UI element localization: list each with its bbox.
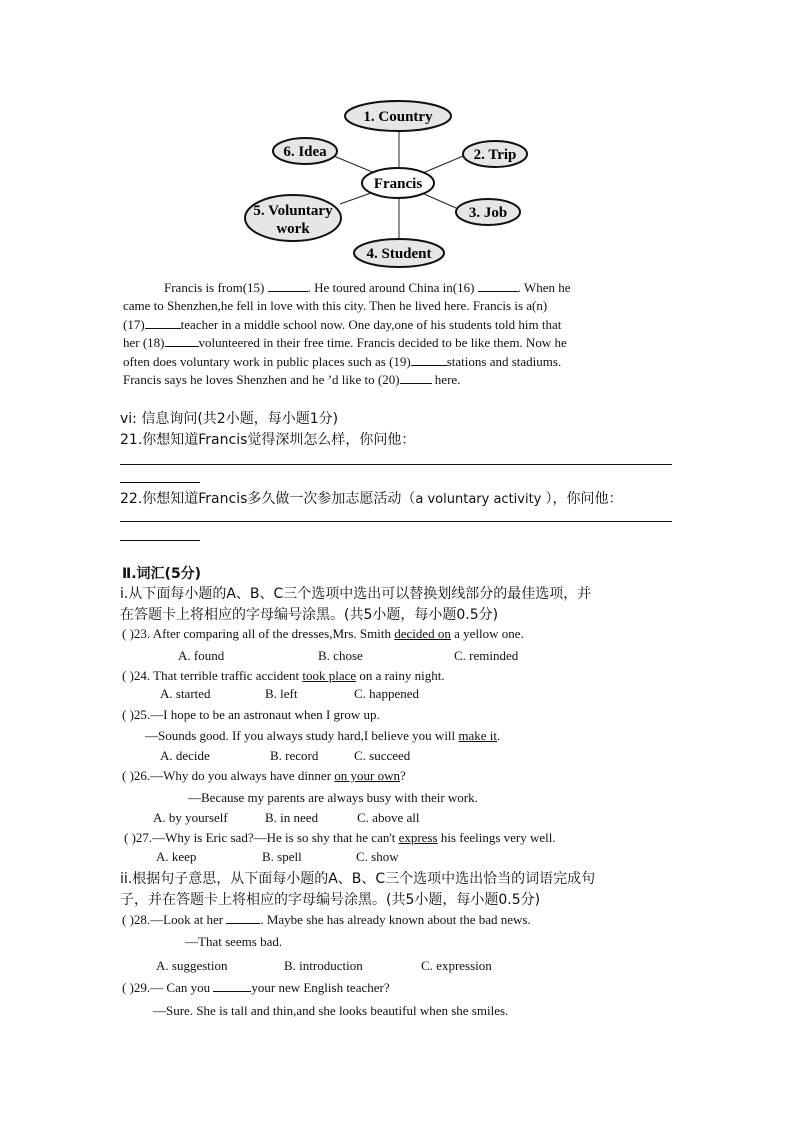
blank-18[interactable] (165, 346, 199, 347)
option-23b[interactable]: B. chose (318, 648, 363, 663)
part-ii-instructions-2: 子，并在答题卡上将相应的字母编号涂黑。(共5小题，每小题0.5分) (120, 892, 541, 908)
question-27 (124, 830, 556, 846)
passage-text: here. (431, 372, 461, 387)
node-job-label: 3. Job (468, 205, 508, 221)
passage-text: . He toured around China in(16) (307, 280, 478, 295)
option-27c[interactable]: C. show (356, 849, 399, 864)
question-24 (122, 668, 445, 684)
passage-line-1 (164, 280, 571, 296)
node-trip-label: 2. Trip (473, 147, 517, 163)
passage-text: . When he (517, 280, 571, 295)
passage-text: volunteered in their free time. Francis decided to be like them. Now he (198, 335, 567, 350)
underlined-phrase: on your own (334, 768, 400, 783)
section-vi-heading: vi: 信息询问(共2小题，每小题1分) (120, 411, 339, 427)
question-text: ? (400, 768, 406, 783)
node-francis (362, 168, 434, 198)
option-28b[interactable]: B. introduction (284, 958, 363, 973)
question-text: ( )23. After comparing all of the dresses,Mrs. Smith (122, 626, 395, 641)
passage-text: her (18) (123, 335, 165, 350)
question-text: . (497, 728, 501, 743)
question-22 (120, 488, 623, 508)
passage-text: often does voluntary work in public places such as (19) (123, 354, 411, 369)
answer-line-21[interactable] (120, 464, 672, 465)
question-25: ( )25.—I hope to be an astronaut when I grow up. (122, 707, 380, 722)
node-student-label: 4. Student (366, 246, 432, 262)
underlined-phrase: express (398, 830, 438, 845)
question-26 (122, 768, 406, 784)
question-28-response: —That seems bad. (185, 934, 283, 949)
option-26a[interactable]: A. by yourself (153, 810, 228, 825)
option-26c[interactable]: C. above all (357, 810, 420, 825)
option-27a[interactable]: A. keep (156, 849, 197, 864)
question-text: ( )26.—Why do you always have dinner (122, 768, 335, 783)
option-27b[interactable]: B. spell (262, 849, 302, 864)
option-25c[interactable]: C. succeed (354, 748, 411, 763)
question-29 (122, 980, 390, 996)
option-24a[interactable]: A. started (160, 686, 211, 701)
passage-line-3 (123, 317, 561, 333)
option-23c[interactable]: C. reminded (454, 648, 519, 663)
question-26-response: —Because my parents are always busy with their work. (188, 790, 478, 805)
node-francis-label: Francis (373, 176, 423, 192)
node-student (354, 239, 444, 267)
underlined-phrase: decided on (394, 626, 451, 641)
option-28a[interactable]: A. suggestion (156, 958, 228, 973)
question-29-response: —Sure. She is tall and thin,and she looks beautiful when she smiles. (153, 1003, 509, 1018)
part-i-instructions-1: i.从下面每小题的A、B、C三个选项中选出可以替换划线部分的最佳选项，并 (120, 586, 592, 602)
blank-15[interactable] (268, 291, 308, 292)
question-text: on a rainy night. (356, 668, 445, 683)
node-idea-label: 6. Idea (283, 144, 327, 160)
passage-text: Francis is from(15) (164, 280, 268, 295)
passage-line-4 (123, 335, 567, 351)
node-trip (463, 141, 527, 167)
passage-text: Francis says he loves Shenzhen and he ’d like to (20) (123, 372, 400, 387)
underlined-phrase: took place (302, 668, 357, 683)
blank-19[interactable] (411, 365, 447, 366)
answer-line-22[interactable] (120, 521, 672, 522)
passage-text: (17) (123, 317, 145, 332)
question-text: ( )29.— Can you (122, 980, 214, 995)
question-22-text: ），你问他： (545, 491, 623, 507)
node-idea (273, 138, 337, 164)
option-23a[interactable]: A. found (178, 648, 225, 663)
question-23 (122, 626, 524, 642)
question-text: ( )24. That terrible traffic accident (122, 668, 303, 683)
option-26b[interactable]: B. in need (265, 810, 319, 825)
question-text: ( )28.—Look at her (122, 912, 227, 927)
underlined-phrase: make it (458, 728, 498, 743)
node-country-label: 1. Country (363, 109, 433, 125)
question-text: a yellow one. (450, 626, 524, 641)
blank-20[interactable] (400, 383, 432, 384)
question-21: 21.你想知道Francis觉得深圳怎么样，你问他： (120, 432, 416, 448)
node-voluntary-work (245, 195, 341, 241)
question-text: —Sounds good. If you always study hard,I believe you will (145, 728, 459, 743)
node-job (456, 199, 520, 225)
question-text: his feelings very well. (437, 830, 556, 845)
part-ii-instructions-1: ii.根据句子意思，从下面每小题的A、B、C三个选项中选出恰当的词语完成句 (120, 871, 596, 887)
option-25b[interactable]: B. record (270, 748, 319, 763)
question-text: ( )27.—Why is Eric sad?—He is so shy that he can't (124, 830, 399, 845)
mindmap-diagram (236, 92, 566, 270)
blank-17[interactable] (145, 328, 181, 329)
passage-line-6 (123, 372, 460, 388)
question-22-text: 22.你想知道Francis多久做一次参加志愿活动（ (120, 491, 416, 507)
blank-28[interactable] (226, 923, 260, 924)
passage-text: stations and stadiums. (446, 354, 562, 369)
section-ii-heading: Ⅱ.词汇(5分) (122, 566, 202, 582)
answer-line-22-cont[interactable] (120, 540, 200, 541)
question-22-english: a voluntary activity (415, 492, 546, 507)
passage-text: teacher in a middle school now. One day,one of his students told him that (180, 317, 562, 332)
node-country (345, 101, 451, 131)
option-24c[interactable]: C. happened (354, 686, 419, 701)
passage-line-2: came to Shenzhen,he fell in love with this city. Then he lived here. Francis is a(n) (123, 298, 548, 313)
node-work-label: work (276, 221, 310, 237)
node-voluntary-label: 5. Voluntary (253, 203, 333, 219)
answer-line-21-cont[interactable] (120, 482, 200, 483)
question-28 (122, 912, 531, 928)
option-24b[interactable]: B. left (265, 686, 298, 701)
option-25a[interactable]: A. decide (160, 748, 210, 763)
question-text: . Maybe she has already known about the bad news. (260, 912, 531, 927)
part-i-instructions-2: 在答题卡上将相应的字母编号涂黑。(共5小题，每小题0.5分) (120, 607, 499, 623)
question-25-response (145, 728, 500, 744)
blank-29[interactable] (213, 991, 251, 992)
option-28c[interactable]: C. expression (421, 958, 492, 973)
question-text: your new English teacher? (251, 980, 390, 995)
passage-line-5 (123, 354, 561, 370)
blank-16[interactable] (478, 291, 518, 292)
